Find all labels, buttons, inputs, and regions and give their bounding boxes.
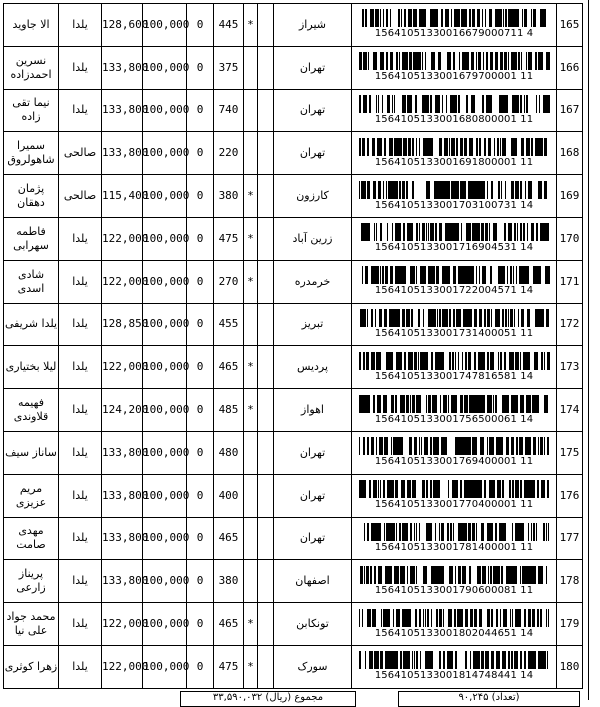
customer-name: نیما تقی زاده <box>4 89 59 132</box>
empty-cell <box>258 303 274 346</box>
customer-name: پژمان دهقان <box>4 175 59 218</box>
zero-value: 0 <box>187 389 214 432</box>
zero-value: 0 <box>187 603 214 646</box>
row-index: 177 <box>557 517 583 560</box>
customer-name: ساناز سیف <box>4 431 59 474</box>
total-amount: 122,000 <box>102 603 143 646</box>
table-row <box>4 474 583 517</box>
barcode-bars-graphic <box>359 651 549 669</box>
unit-price: 100,000 <box>143 46 187 89</box>
table-row <box>4 46 583 89</box>
area-code: 465 <box>214 346 244 389</box>
star-mark <box>244 474 258 517</box>
zero-value: 0 <box>187 517 214 560</box>
area-code: 380 <box>214 560 244 603</box>
empty-cell <box>258 474 274 517</box>
barcode-number: 1564105133001802044651 14 <box>374 627 534 639</box>
area-code: 465 <box>214 603 244 646</box>
zero-value: 0 <box>187 431 214 474</box>
barcode-bars-graphic <box>359 309 549 327</box>
barcode-number: 1564105133001679700001 11 <box>374 71 534 83</box>
barcode <box>352 346 556 388</box>
customer-name: شادی اسدی <box>4 260 59 303</box>
product-type: یلدا <box>59 389 102 432</box>
city-name: تهران <box>274 517 352 560</box>
table-row <box>4 346 583 389</box>
barcode-cell <box>352 303 557 346</box>
barcode-number: 1564105133001680800001 11 <box>374 113 534 125</box>
barcode <box>352 132 556 174</box>
footer-count-box <box>398 691 580 707</box>
table-row <box>4 389 583 432</box>
star-mark <box>244 132 258 175</box>
unit-price: 100,000 <box>143 560 187 603</box>
barcode-cell <box>352 560 557 603</box>
barcode-number: 1564105133001770400001 11 <box>374 499 534 511</box>
customer-name: لیلا بختیاری <box>4 346 59 389</box>
barcode-number: 1564105133001747816581 14 <box>374 370 534 382</box>
city-name: زرین آباد <box>274 217 352 260</box>
area-code: 485 <box>214 389 244 432</box>
barcode-cell <box>352 175 557 218</box>
zero-value: 0 <box>187 346 214 389</box>
area-code: 400 <box>214 474 244 517</box>
unit-price: 100,000 <box>143 474 187 517</box>
product-type: صالحی <box>59 132 102 175</box>
city-name: اهواز <box>274 389 352 432</box>
product-type: یلدا <box>59 603 102 646</box>
empty-cell <box>258 46 274 89</box>
star-mark <box>244 431 258 474</box>
unit-price: 100,000 <box>143 645 187 688</box>
empty-cell <box>258 431 274 474</box>
area-code: 375 <box>214 46 244 89</box>
area-code: 220 <box>214 132 244 175</box>
barcode-cell <box>352 645 557 688</box>
city-name: سورک <box>274 645 352 688</box>
barcode-bars-graphic <box>359 523 549 541</box>
barcode-bars-graphic <box>359 437 549 455</box>
barcode-cell <box>352 132 557 175</box>
barcode-number: 1564105133001691800001 11 <box>374 156 534 168</box>
empty-cell <box>258 89 274 132</box>
product-type: یلدا <box>59 346 102 389</box>
product-type: یلدا <box>59 431 102 474</box>
row-index: 168 <box>557 132 583 175</box>
zero-value: 0 <box>187 46 214 89</box>
area-code: 480 <box>214 431 244 474</box>
empty-cell <box>258 132 274 175</box>
barcode <box>352 304 556 346</box>
footer-total-box <box>180 691 356 707</box>
barcode <box>352 518 556 560</box>
unit-price: 100,000 <box>143 175 187 218</box>
shipment-table <box>3 3 583 689</box>
empty-cell <box>258 217 274 260</box>
area-code: 380 <box>214 175 244 218</box>
barcode-number: 15641051330016679000711 4 <box>374 28 534 40</box>
barcode-cell <box>352 89 557 132</box>
barcode-bars-graphic <box>359 480 549 498</box>
row-index: 170 <box>557 217 583 260</box>
city-name: تبریز <box>274 303 352 346</box>
customer-name: فاطمه سهرابی <box>4 217 59 260</box>
area-code: 445 <box>214 4 244 47</box>
total-amount: 115,400 <box>102 175 143 218</box>
customer-name: زهرا کوثری <box>4 645 59 688</box>
zero-value: 0 <box>187 175 214 218</box>
zero-value: 0 <box>187 89 214 132</box>
area-code: 465 <box>214 517 244 560</box>
zero-value: 0 <box>187 217 214 260</box>
barcode-bars-graphic <box>359 52 549 70</box>
unit-price: 100,000 <box>143 303 187 346</box>
product-type: صالحی <box>59 175 102 218</box>
city-name: تهران <box>274 132 352 175</box>
barcode-bars-graphic <box>359 9 549 27</box>
product-type: یلدا <box>59 517 102 560</box>
star-mark: * <box>244 175 258 218</box>
customer-name: مهدی صامت <box>4 517 59 560</box>
total-amount: 133,800 <box>102 517 143 560</box>
zero-value: 0 <box>187 132 214 175</box>
table-row <box>4 260 583 303</box>
city-name: کارزون <box>274 175 352 218</box>
empty-cell <box>258 260 274 303</box>
table-row <box>4 132 583 175</box>
area-code: 270 <box>214 260 244 303</box>
customer-name: پریناز زارعی <box>4 560 59 603</box>
unit-price: 100,000 <box>143 4 187 47</box>
unit-price: 100,000 <box>143 346 187 389</box>
customer-name: مریم عزیزی <box>4 474 59 517</box>
table-body <box>4 4 583 689</box>
barcode-bars-graphic <box>359 138 549 156</box>
unit-price: 100,000 <box>143 431 187 474</box>
row-index: 169 <box>557 175 583 218</box>
empty-cell <box>258 346 274 389</box>
total-amount: 133,800 <box>102 560 143 603</box>
star-mark: * <box>244 645 258 688</box>
barcode <box>352 4 556 46</box>
table-row <box>4 217 583 260</box>
area-code: 740 <box>214 89 244 132</box>
row-index: 176 <box>557 474 583 517</box>
barcode-cell <box>352 431 557 474</box>
row-index: 175 <box>557 431 583 474</box>
city-name: پردیس <box>274 346 352 389</box>
customer-name: الا جاوید <box>4 4 59 47</box>
product-type: یلدا <box>59 303 102 346</box>
footer-total-text: ۳۳,۵۹۰,۰۳۲ (ریال) مجموع <box>212 692 324 703</box>
barcode-bars-graphic <box>359 266 549 284</box>
zero-value: 0 <box>187 260 214 303</box>
total-amount: 122,000 <box>102 260 143 303</box>
footer-count-text: ۹۰,۲۴۵ (تعداد) <box>458 692 520 703</box>
barcode-number: 1564105133001781400001 11 <box>374 541 534 553</box>
customer-name: محمد جواد علی نیا <box>4 603 59 646</box>
star-mark: * <box>244 603 258 646</box>
city-name: شیراز <box>274 4 352 47</box>
unit-price: 100,000 <box>143 260 187 303</box>
product-type: یلدا <box>59 645 102 688</box>
total-amount: 133,800 <box>102 46 143 89</box>
row-index: 165 <box>557 4 583 47</box>
barcode-cell <box>352 46 557 89</box>
barcode-bars-graphic <box>359 95 549 113</box>
table-row <box>4 303 583 346</box>
star-mark <box>244 560 258 603</box>
zero-value: 0 <box>187 474 214 517</box>
customer-name: یلدا شریفی <box>4 303 59 346</box>
zero-value: 0 <box>187 645 214 688</box>
barcode-cell <box>352 389 557 432</box>
table-row <box>4 645 583 688</box>
city-name: تهران <box>274 474 352 517</box>
barcode <box>352 389 556 431</box>
barcode-number: 1564105133001716904531 14 <box>374 242 534 254</box>
row-index: 173 <box>557 346 583 389</box>
barcode-bars-graphic <box>359 181 549 199</box>
product-type: یلدا <box>59 89 102 132</box>
total-amount: 128,850 <box>102 303 143 346</box>
star-mark <box>244 303 258 346</box>
row-index: 172 <box>557 303 583 346</box>
total-amount: 133,800 <box>102 474 143 517</box>
table-row <box>4 517 583 560</box>
empty-cell <box>258 560 274 603</box>
row-index: 180 <box>557 645 583 688</box>
row-index: 178 <box>557 560 583 603</box>
barcode-cell <box>352 517 557 560</box>
total-amount: 133,800 <box>102 431 143 474</box>
table-row <box>4 175 583 218</box>
customer-name: فهیمه قلاوندی <box>4 389 59 432</box>
barcode-number: 1564105133001731400051 11 <box>374 327 534 339</box>
empty-cell <box>258 389 274 432</box>
star-mark: * <box>244 4 258 47</box>
barcode-cell <box>352 474 557 517</box>
barcode-number: 1564105133001769400001 11 <box>374 456 534 468</box>
total-amount: 124,200 <box>102 389 143 432</box>
barcode <box>352 47 556 89</box>
barcode-bars-graphic <box>359 395 549 413</box>
unit-price: 100,000 <box>143 217 187 260</box>
zero-value: 0 <box>187 560 214 603</box>
area-code: 455 <box>214 303 244 346</box>
row-index: 166 <box>557 46 583 89</box>
table-row <box>4 560 583 603</box>
barcode <box>352 646 556 688</box>
star-mark: * <box>244 346 258 389</box>
star-mark: * <box>244 217 258 260</box>
empty-cell <box>258 4 274 47</box>
barcode-cell <box>352 217 557 260</box>
barcode-number: 1564105133001790600081 11 <box>374 584 534 596</box>
table-row <box>4 89 583 132</box>
product-type: یلدا <box>59 474 102 517</box>
star-mark <box>244 89 258 132</box>
area-code: 475 <box>214 217 244 260</box>
total-amount: 122,000 <box>102 346 143 389</box>
empty-cell <box>258 175 274 218</box>
city-name: تونکابن <box>274 603 352 646</box>
unit-price: 100,000 <box>143 389 187 432</box>
barcode <box>352 432 556 474</box>
table-row <box>4 603 583 646</box>
zero-value: 0 <box>187 4 214 47</box>
city-name: خرمدره <box>274 260 352 303</box>
barcode-bars-graphic <box>359 566 549 584</box>
total-amount: 133,800 <box>102 89 143 132</box>
city-name: تهران <box>274 431 352 474</box>
unit-price: 100,000 <box>143 603 187 646</box>
product-type: یلدا <box>59 46 102 89</box>
product-type: یلدا <box>59 4 102 47</box>
barcode-cell <box>352 603 557 646</box>
customer-name: نسرین احمدزاده <box>4 46 59 89</box>
barcode <box>352 475 556 517</box>
barcode-number: 1564105133001756500061 14 <box>374 413 534 425</box>
product-type: یلدا <box>59 260 102 303</box>
barcode <box>352 90 556 132</box>
row-index: 179 <box>557 603 583 646</box>
barcode-bars-graphic <box>359 223 549 241</box>
barcode-number: 1564105133001722004571 14 <box>374 285 534 297</box>
unit-price: 100,000 <box>143 89 187 132</box>
barcode-cell <box>352 260 557 303</box>
barcode <box>352 261 556 303</box>
page-edge-line <box>588 0 589 700</box>
barcode-number: 1564105133001703100731 14 <box>374 199 534 211</box>
table-row <box>4 431 583 474</box>
barcode-bars-graphic <box>359 609 549 627</box>
barcode <box>352 218 556 260</box>
customer-name: سمیرا شاهولروق <box>4 132 59 175</box>
star-mark <box>244 46 258 89</box>
star-mark: * <box>244 389 258 432</box>
row-index: 174 <box>557 389 583 432</box>
barcode-cell <box>352 346 557 389</box>
barcode <box>352 175 556 217</box>
unit-price: 100,000 <box>143 132 187 175</box>
total-amount: 133,800 <box>102 132 143 175</box>
product-type: یلدا <box>59 217 102 260</box>
total-amount: 122,000 <box>102 645 143 688</box>
barcode <box>352 560 556 602</box>
empty-cell <box>258 645 274 688</box>
star-mark: * <box>244 260 258 303</box>
row-index: 167 <box>557 89 583 132</box>
city-name: تهران <box>274 46 352 89</box>
total-amount: 128,600 <box>102 4 143 47</box>
city-name: اصفهان <box>274 560 352 603</box>
area-code: 475 <box>214 645 244 688</box>
city-name: تهران <box>274 89 352 132</box>
zero-value: 0 <box>187 303 214 346</box>
empty-cell <box>258 517 274 560</box>
row-index: 171 <box>557 260 583 303</box>
unit-price: 100,000 <box>143 517 187 560</box>
total-amount: 122,000 <box>102 217 143 260</box>
barcode-cell <box>352 4 557 47</box>
empty-cell <box>258 603 274 646</box>
barcode-bars-graphic <box>359 352 549 370</box>
barcode-number: 1564105133001814748441 14 <box>374 670 534 682</box>
star-mark <box>244 517 258 560</box>
barcode <box>352 603 556 645</box>
product-type: یلدا <box>59 560 102 603</box>
table-row <box>4 4 583 47</box>
